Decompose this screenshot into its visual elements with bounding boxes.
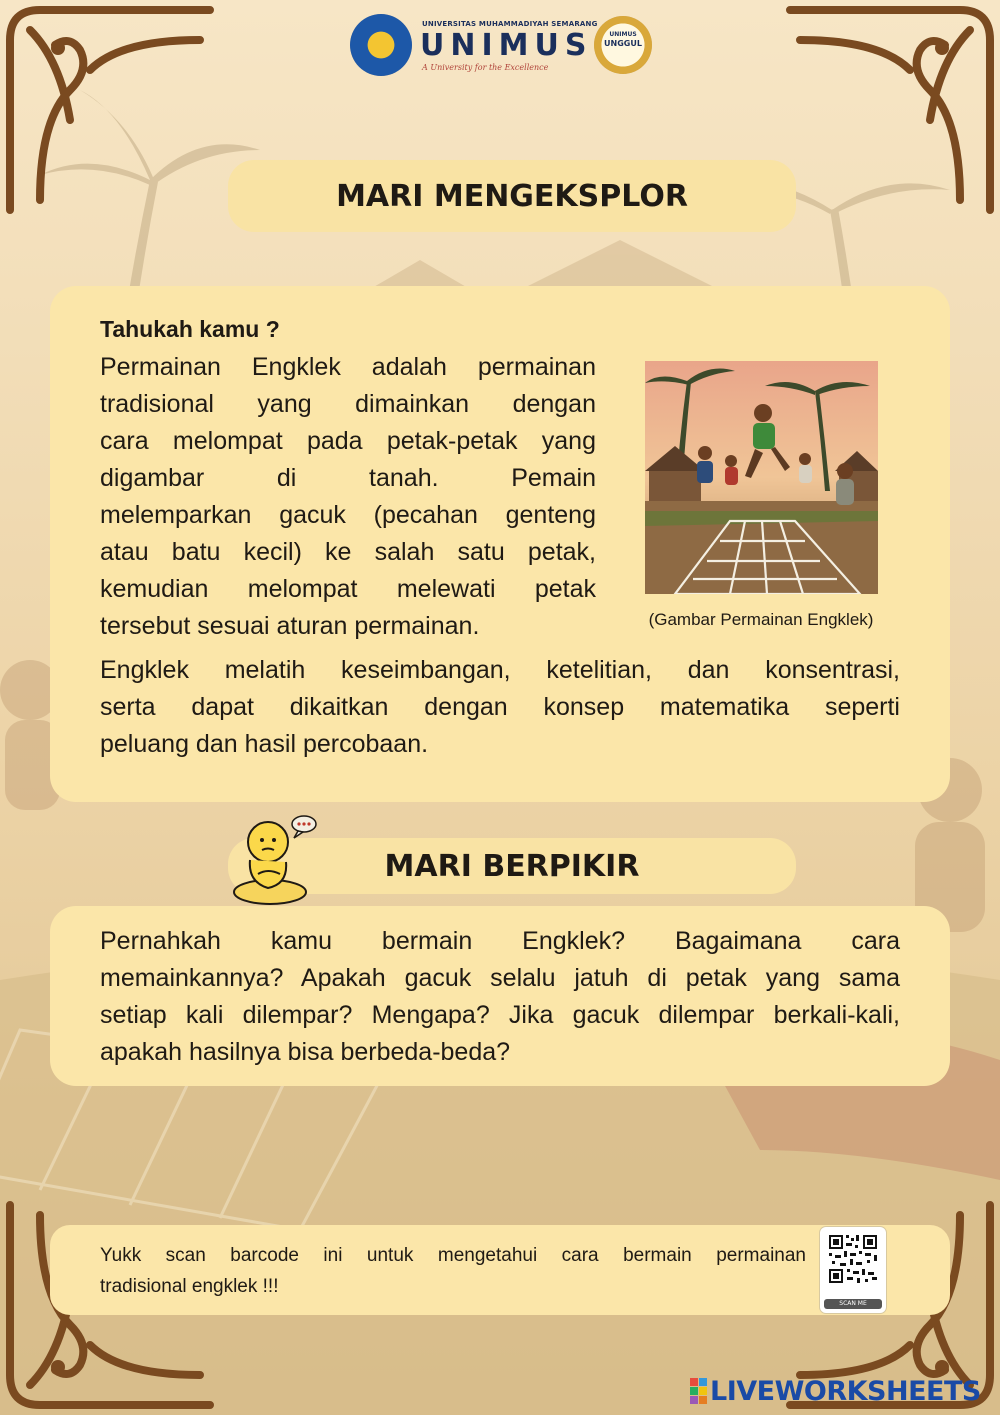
explore-line: atau batu kecil) ke salah satu petak,: [100, 538, 596, 566]
think-line: Pernahkah kamu bermain Engklek? Bagaimana cara: [100, 927, 900, 955]
explore-line: Engklek melatih keseimbangan, ketelitian, dan konsentrasi,: [100, 656, 900, 684]
unggul-badge-icon: [594, 16, 652, 74]
explore-subtitle: Tahukah kamu ?: [100, 316, 280, 342]
scan-line: tradisional engklek !!!: [100, 1276, 279, 1297]
brand-tagline: A University for the Excellence: [422, 63, 549, 72]
explore-line: tradisional yang dimainkan dengan: [100, 390, 596, 418]
frame-corner-top-left: [0, 0, 220, 220]
university-name: UNIVERSITAS MUHAMMADIYAH SEMARANG: [422, 20, 598, 28]
explore-line: kemudian melompat melewati petak: [100, 575, 596, 603]
explore-paragraph-2: [100, 652, 900, 763]
explore-line: melemparkan gacuk (pecahan genteng: [100, 501, 596, 529]
badge-main-text: UNGGUL: [604, 39, 642, 48]
watermark-text: LIVEWORKSHEETS: [710, 1375, 981, 1407]
explore-line: serta dapat dikaitkan dengan konsep matematika seperti: [100, 693, 900, 721]
think-line: memainkannya? Apakah gacuk selalu jatuh di petak yang sama: [100, 964, 900, 992]
think-paragraph: [100, 923, 900, 1071]
think-line: apakah hasilnya bisa berbeda-beda?: [100, 1038, 511, 1066]
explore-line: tersebut sesuai aturan permainan.: [100, 612, 480, 640]
explore-line: digambar di tanah. Pemain: [100, 464, 596, 492]
scan-line: Yukk scan barcode ini untuk mengetahui cara bermain permainan: [100, 1245, 806, 1266]
explore-line: cara melompat pada petak-petak yang: [100, 427, 596, 455]
qr-code-pattern: [820, 1227, 886, 1297]
think-line: setiap kali dilempar? Mengapa? Jika gacuk dilempar berkali-kali,: [100, 1001, 900, 1029]
frame-corner-top-right: [780, 0, 1000, 220]
engklek-game-image: [645, 361, 878, 594]
unimus-header: [350, 12, 660, 76]
scan-instruction: [100, 1240, 806, 1302]
explore-line: peluang dan hasil percobaan.: [100, 730, 429, 758]
section-title-explore: MARI MENGEKSPLOR: [228, 160, 796, 232]
qr-code-icon[interactable]: [820, 1227, 886, 1313]
brand-name: UNIMUS: [420, 28, 593, 63]
qr-scan-label: SCAN ME: [824, 1299, 882, 1309]
explore-paragraph: [100, 349, 596, 645]
university-seal-icon: [350, 14, 412, 76]
liveworksheets-watermark: [690, 1376, 981, 1406]
thinking-emoji-icon: [228, 812, 324, 908]
explore-line: Permainan Engklek adalah permainan: [100, 353, 596, 381]
badge-top-text: UNIMUS: [609, 31, 637, 38]
image-caption: (Gambar Permainan Engklek): [648, 610, 874, 629]
section-title-think: MARI BERPIKIR: [228, 838, 796, 894]
liveworksheets-logo-icon: [690, 1378, 706, 1404]
